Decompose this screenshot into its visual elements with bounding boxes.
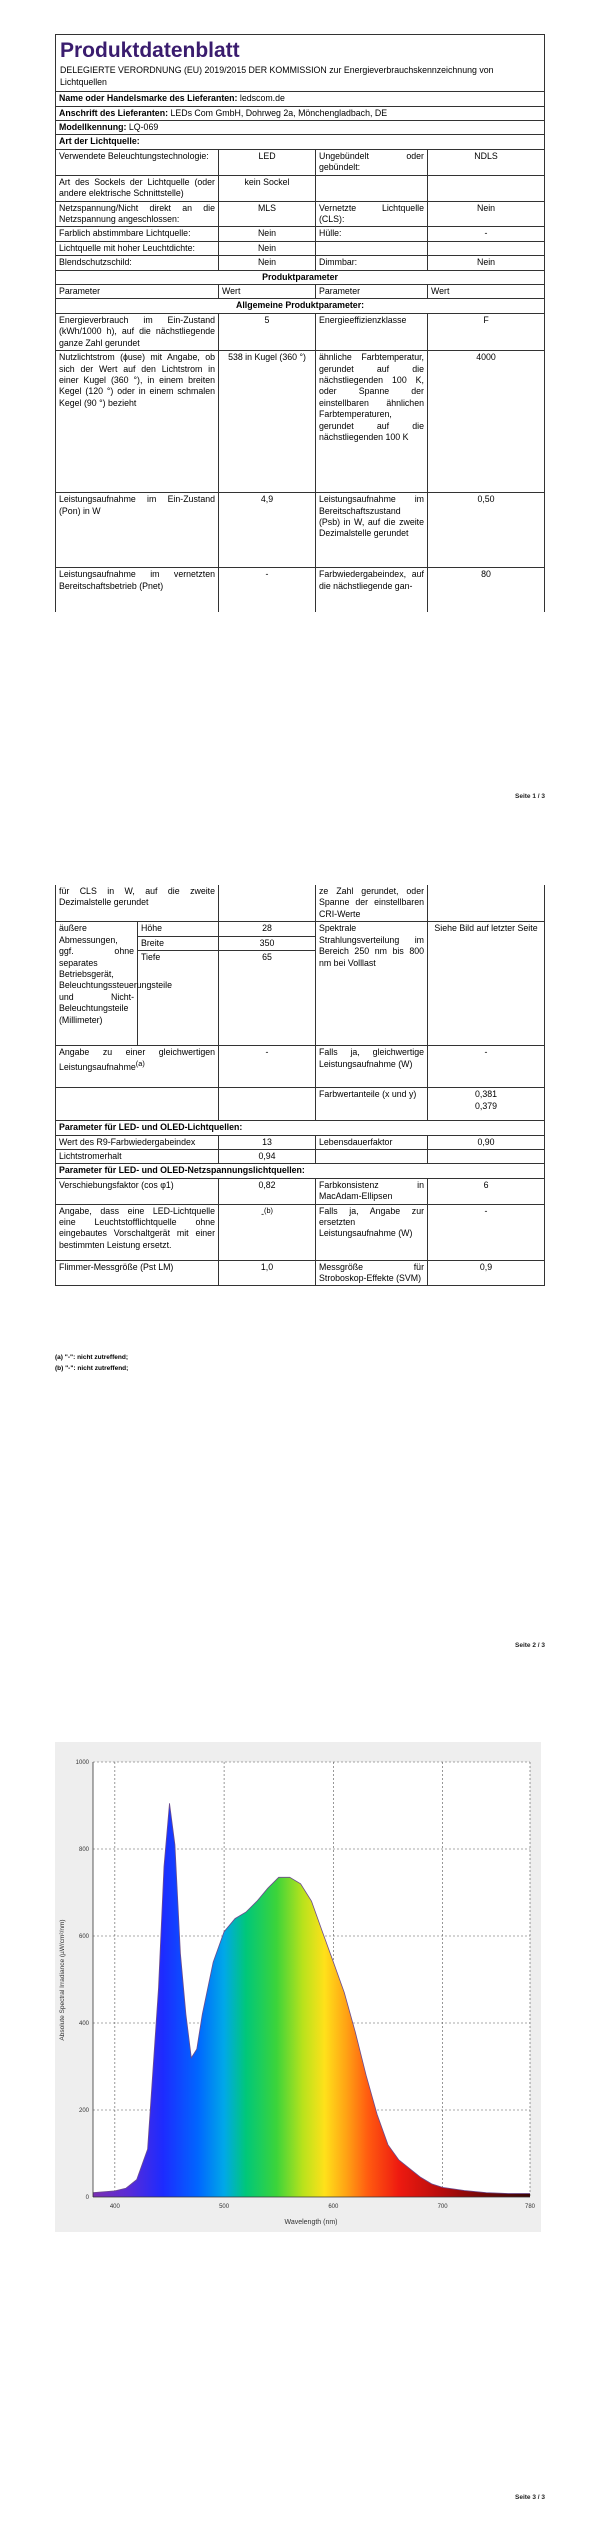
supplier-name-label: Name oder Handelsmarke des Lieferanten:: [59, 93, 238, 104]
supplier-name-row: [56, 92, 545, 106]
empty-cell: [316, 241, 428, 255]
empty-cell: [219, 1088, 316, 1121]
macadam-value: 6: [428, 1178, 545, 1204]
macadam-label: Farbkonsistenz in MacAdam-Ellipsen: [316, 1178, 428, 1204]
energy-class-label: Energieeffizienzklasse: [316, 313, 428, 350]
y-axis-label: Absolute Spectral Irradiance (µW/cm²/nm): [59, 1919, 66, 2041]
footnote-b: (b) "-": nicht zutreffend;: [55, 1365, 129, 1373]
high-luminance-value: Nein: [219, 241, 316, 255]
cri-label: Farbwiedergabeindex, auf die nächstliegende gan-: [316, 568, 428, 612]
replaced-power-value: -: [428, 1204, 545, 1260]
width-value: 350: [219, 936, 316, 950]
socket-value: kein Sockel: [219, 175, 316, 201]
survival-factor-value: 0,90: [428, 1135, 545, 1149]
antiglare-value: Nein: [219, 256, 316, 270]
chromaticity-values: [428, 1088, 545, 1121]
y-tick-label: 800: [78, 1847, 89, 1853]
y-tick-label: 400: [78, 2021, 89, 2027]
bundled-value: NDLS: [428, 149, 545, 175]
supplier-address-row: [56, 106, 545, 120]
luminous-flux-value: 538 in Kugel (360 °): [219, 351, 316, 493]
tunable-label: Farblich abstimmbare Lichtquelle:: [56, 227, 219, 241]
model-label: Modellkennung:: [59, 121, 127, 132]
replaced-power-label: Falls ja, Angabe zur ersetzten Leistungsaufnahme (W): [316, 1204, 428, 1260]
dimmable-value: Nein: [428, 256, 545, 270]
lumen-maintenance-value: 0,94: [219, 1149, 316, 1163]
energy-consumption-value: 5: [219, 313, 316, 350]
document-title: Produktdatenblatt: [56, 35, 545, 65]
standby-power-value: 0,50: [428, 493, 545, 568]
equivalent-power-label: Falls ja, gleichwertige Leistungsaufnahme (W): [316, 1046, 428, 1088]
page-number: Seite 2 / 3: [515, 1642, 545, 1649]
empty-cell: [219, 885, 316, 922]
envelope-value: -: [428, 227, 545, 241]
product-datasheet-table: [55, 34, 545, 612]
supplier-address: LEDs Com GmbH, Dohrweg 2a, Mönchengladbach, DE: [170, 107, 388, 118]
dimmable-label: Dimmbar:: [316, 256, 428, 270]
on-mode-power-label: Leistungsaufnahme im Ein-Zustand (Pon) in W: [56, 493, 219, 568]
general-parameters-heading: Allgemeine Produktparameter:: [56, 299, 545, 313]
cri-label-cont: ze Zahl gerundet, oder Spanne der einstellbaren CRI-Werte: [316, 885, 428, 922]
bundled-label: Ungebündelt oder gebündelt:: [316, 149, 428, 175]
product-datasheet-table-continued: [55, 885, 545, 1286]
empty-cell: [56, 1088, 219, 1121]
spectral-distribution-label: Spektrale Strahlungsverteilung im Bereich 250 nm bis 800 nm bei Volllast: [316, 922, 428, 1046]
regulation-subtitle: DELEGIERTE VERORDNUNG (EU) 2019/2015 DER KOMMISSION zur Energieverbrauchskennzeichnung von Lichtquellen: [56, 64, 545, 91]
y-tick-label: 600: [78, 1934, 89, 1940]
width-label: Breite: [138, 936, 219, 950]
tech-label: Verwendete Beleuchtungstechnologie:: [56, 149, 219, 175]
chromaticity-y: 0,379: [475, 1100, 498, 1111]
spectral-distribution-chart: [55, 1742, 541, 2232]
antiglare-label: Blendschutzschild:: [56, 256, 219, 270]
color-temperature-value: 4000: [428, 351, 545, 493]
equivalent-power-claim-value: -: [219, 1046, 316, 1088]
displacement-factor-label: Verschiebungsfaktor (cos φ1): [56, 1178, 219, 1204]
chromaticity-label: Farbwertanteile (x und y): [316, 1088, 428, 1121]
model-id: LQ-069: [128, 121, 159, 132]
equivalent-power-value: -: [428, 1046, 545, 1088]
connected-value: Nein: [428, 201, 545, 227]
x-tick-label: 500: [219, 2204, 230, 2210]
column-header-value: Wert: [219, 285, 316, 299]
luminous-flux-label: Nutzlichtstrom (ɸuse) mit Angabe, ob sich der Wert auf den Lichtstrom in einer Kugel (360 °), in einem breiten Kegel (120 °) oder in einem schmalen Kegel (90 °) bezieht: [56, 351, 219, 493]
page-2: [0, 810, 595, 1670]
color-temperature-label: ähnliche Farbtemperatur, gerundet auf die nächstliegenden 100 K, oder Spanne der einstellbaren ähnlichen Farbtemperaturen, gerundet auf die nächstliegenden 100 K: [316, 351, 428, 493]
height-value: 28: [219, 922, 316, 936]
dimensions-label: äußere Abmessungen, ggf. ohne separates Betriebsgerät, Beleuchtungssteuerungsteile und Nicht-Beleuchtungsteile (Millimeter): [56, 922, 138, 1046]
survival-factor-label: Lebensdauerfaktor: [316, 1135, 428, 1149]
cri-value: 80: [428, 568, 545, 612]
datasheet-page-2: [55, 885, 544, 1286]
stroboscopic-metric-label: Messgröße für Stroboskop-Effekte (SVM): [316, 1260, 428, 1286]
r9-label: Wert des R9-Farbwiedergabeindex: [56, 1135, 219, 1149]
empty-cell: [428, 175, 545, 201]
page-1: [0, 0, 595, 810]
replacement-claim-value: -$^{(b)}$: [219, 1204, 316, 1260]
x-axis-label: Wavelength (nm): [284, 2219, 338, 2226]
led-parameters-heading: Parameter für LED- und OLED-Lichtquellen:: [56, 1121, 545, 1135]
empty-cell: [316, 175, 428, 201]
depth-value: 65: [219, 951, 316, 1046]
mains-label: Netzspannung/Nicht direkt an die Netzspannung angeschlossen:: [56, 201, 219, 227]
page-number: Seite 1 / 3: [515, 793, 545, 800]
x-tick-label: 600: [328, 2204, 339, 2210]
mains-value: MLS: [219, 201, 316, 227]
high-luminance-label: Lichtquelle mit hoher Leuchtdichte:: [56, 241, 219, 255]
energy-class-value: F: [428, 313, 545, 350]
empty-cell: [428, 885, 545, 922]
lumen-maintenance-label: Lichtstromerhalt: [56, 1149, 219, 1163]
flicker-metric-value: 1,0: [219, 1260, 316, 1286]
mains-led-parameters-heading: Parameter für LED- und OLED-Netzspannungslichtquellen:: [56, 1164, 545, 1178]
footnote-a: (a) "-": nicht zutreffend;: [55, 1354, 128, 1361]
datasheet-page-1: [55, 34, 544, 612]
tech-value: LED: [219, 149, 316, 175]
energy-consumption-label: Energieverbrauch im Ein-Zustand (kWh/1000 h), auf die nächstliegende ganze Zahl gerundet: [56, 313, 219, 350]
light-source-type-heading: Art der Lichtquelle:: [56, 135, 545, 149]
spectral-distribution-value: Siehe Bild auf letzter Seite: [428, 922, 545, 1046]
tunable-value: Nein: [219, 227, 316, 241]
supplier-address-label: Anschrift des Lieferanten:: [59, 107, 169, 118]
empty-cell: [316, 1149, 428, 1163]
envelope-label: Hülle:: [316, 227, 428, 241]
page-number: Seite 3 / 3: [515, 2494, 545, 2501]
depth-label: Tiefe: [138, 951, 219, 1046]
x-tick-label: 700: [437, 2204, 448, 2210]
empty-cell: [428, 241, 545, 255]
empty-cell: [428, 1149, 545, 1163]
stroboscopic-metric-value: 0,9: [428, 1260, 545, 1286]
column-header-parameter: Parameter: [56, 285, 219, 299]
height-label: Höhe: [138, 922, 219, 936]
equivalent-power-claim-label: Angabe zu einer gleichwertigen Leistungsaufnahme$^{(a)}$: [56, 1046, 219, 1088]
product-parameters-heading: Produktparameter: [56, 270, 545, 284]
on-mode-power-value: 4,9: [219, 493, 316, 568]
connected-label: Vernetzte Lichtquelle (CLS):: [316, 201, 428, 227]
socket-label: Art des Sockels der Lichtquelle (oder andere elektrische Schnittstelle): [56, 175, 219, 201]
y-tick-label: 0: [85, 2195, 89, 2201]
column-header-value: Wert: [428, 285, 545, 299]
page-3: [0, 1670, 595, 2526]
footnotes: [55, 1352, 128, 1374]
networked-standby-label-cont: für CLS in W, auf die zweite Dezimalstelle gerundet: [56, 885, 219, 922]
standby-power-label: Leistungsaufnahme im Bereitschaftszustand (Psb) in W, auf die zweite Dezimalstelle gerundet: [316, 493, 428, 568]
networked-standby-label: Leistungsaufnahme im vernetzten Bereitschaftsbetrieb (Pnet): [56, 568, 219, 612]
x-tick-label: 400: [109, 2204, 120, 2210]
networked-standby-value: -: [219, 568, 316, 612]
flicker-metric-label: Flimmer-Messgröße (Pst LM): [56, 1260, 219, 1286]
y-tick-label: 200: [78, 2108, 89, 2114]
model-row: [56, 120, 545, 134]
column-header-parameter: Parameter: [316, 285, 428, 299]
displacement-factor-value: 0,82: [219, 1178, 316, 1204]
chromaticity-x: 0,381: [475, 1089, 498, 1100]
r9-value: 13: [219, 1135, 316, 1149]
y-tick-label: 1000: [75, 1760, 89, 1766]
supplier-name: ledscom.de: [239, 93, 285, 104]
replacement-claim-label: Angabe, dass eine LED-Lichtquelle eine Leuchtstofflichtquelle ohne eingebautes Vorschaltgerät mit einer bestimmten Leistung ersetzt.: [56, 1204, 219, 1260]
x-tick-label: 780: [524, 2204, 536, 2210]
